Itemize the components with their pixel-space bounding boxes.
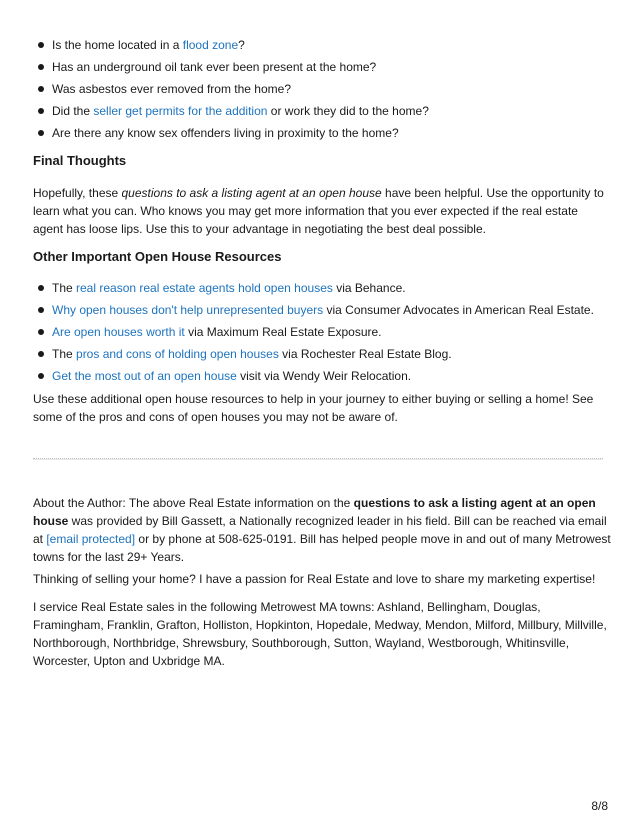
list-item-text: Did the bbox=[52, 104, 94, 118]
list-item-text: ? bbox=[238, 38, 245, 52]
permits-link[interactable]: seller get permits for the addition bbox=[93, 104, 268, 118]
list-item-text: or work they did to the home? bbox=[267, 104, 429, 118]
resources-list bbox=[0, 279, 638, 389]
paragraph-text: Hopefully, these bbox=[33, 186, 122, 200]
checklist-section bbox=[0, 36, 638, 146]
flood-zone-link[interactable]: flood zone bbox=[182, 38, 239, 52]
towns-paragraph: I service Real Estate sales in the following Metrowest MA towns: Ashland, Bellingham, Douglas, Framingham, Franklin, Grafton, Holliston, Hopkinton, Hopedale, Medway, Mendon, Milford, Millbury, Millville, Northborough, Northbridge, Shrewsbury, Southborough, Sutton, Wayland, Westborough, Whitinsville, Worcester, Upton and Uxbridge MA. bbox=[33, 600, 607, 668]
list-item-text: via Maximum Real Estate Exposure. bbox=[184, 325, 382, 339]
bold-text: questions to ask a listing agent at an open house bbox=[33, 496, 596, 528]
bullet-icon bbox=[38, 86, 44, 92]
list-item bbox=[0, 80, 638, 102]
list-item bbox=[0, 323, 638, 345]
bullet-icon bbox=[38, 351, 44, 357]
list-item bbox=[0, 279, 638, 301]
resource-link[interactable]: Are open houses worth it bbox=[52, 325, 185, 339]
resources-closing-paragraph: Use these additional open house resources to help in your journey to either buying or selling a home! See some of the pros and cons of open houses you may not be aware of. bbox=[33, 392, 594, 424]
page-number: 8/8 bbox=[591, 799, 608, 813]
resource-link[interactable]: real reason real estate agents hold open houses bbox=[76, 281, 333, 295]
list-item-text: visit via Wendy Weir Relocation. bbox=[236, 369, 412, 383]
list-item-text: via Behance. bbox=[332, 281, 406, 295]
resource-link[interactable]: Get the most out of an open house bbox=[52, 369, 237, 383]
list-item bbox=[0, 58, 638, 80]
emphasis-text: questions to ask a listing agent at an open house bbox=[121, 186, 382, 200]
bullet-icon bbox=[38, 329, 44, 335]
section-divider bbox=[33, 458, 603, 459]
email-link[interactable]: [email protected] bbox=[46, 532, 136, 546]
author-paragraph bbox=[33, 494, 611, 566]
list-item-text: via Rochester Real Estate Blog. bbox=[278, 347, 452, 361]
checklist bbox=[0, 36, 638, 146]
bullet-icon bbox=[38, 130, 44, 136]
list-item-text: via Consumer Advocates in American Real Estate. bbox=[323, 303, 594, 317]
list-item-text: Are there any know sex offenders living in proximity to the home? bbox=[52, 126, 399, 140]
resource-link[interactable]: pros and cons of holding open houses bbox=[76, 347, 279, 361]
list-item-text: Was asbestos ever removed from the home? bbox=[52, 82, 291, 96]
bullet-icon bbox=[38, 64, 44, 70]
paragraph-text: have been helpful. Use the opportunity to learn what you can. Who knows you may get more information that you ever expected if the real estate agent has loose lips. Use this to your advantage in negotiating the best deal possible. bbox=[33, 186, 604, 236]
final-thoughts-paragraph bbox=[33, 184, 608, 238]
bullet-icon bbox=[38, 42, 44, 48]
list-item bbox=[0, 345, 638, 367]
bullet-icon bbox=[38, 373, 44, 379]
list-item bbox=[0, 102, 638, 124]
list-item bbox=[0, 124, 638, 146]
list-item bbox=[0, 301, 638, 323]
paragraph-text: or by phone at 508-625-0191. Bill has helped people move in and out of many Metrowest towns for the last 29+ Years. bbox=[33, 532, 611, 564]
bullet-icon bbox=[38, 285, 44, 291]
final-thoughts-heading: Final Thoughts bbox=[33, 153, 127, 168]
list-item-text: Is the home located in a bbox=[52, 38, 183, 52]
list-item-text: The bbox=[52, 347, 77, 361]
list-item-text: The bbox=[52, 281, 77, 295]
selling-paragraph: Thinking of selling your home? I have a passion for Real Estate and love to share my marketing expertise! bbox=[33, 572, 596, 586]
paragraph-text: About the Author: The above Real Estate information on the bbox=[33, 496, 354, 510]
list-item-text: Has an underground oil tank ever been present at the home? bbox=[52, 60, 377, 74]
paragraph-text: was provided by Bill Gassett, a Nationally recognized leader in his field. Bill can be reached via email at bbox=[33, 514, 607, 546]
list-item bbox=[0, 36, 638, 58]
bullet-icon bbox=[38, 307, 44, 313]
list-item bbox=[0, 367, 638, 389]
resource-link[interactable]: Why open houses don't help unrepresented buyers bbox=[52, 303, 324, 317]
resources-heading: Other Important Open House Resources bbox=[33, 249, 282, 264]
bullet-icon bbox=[38, 108, 44, 114]
